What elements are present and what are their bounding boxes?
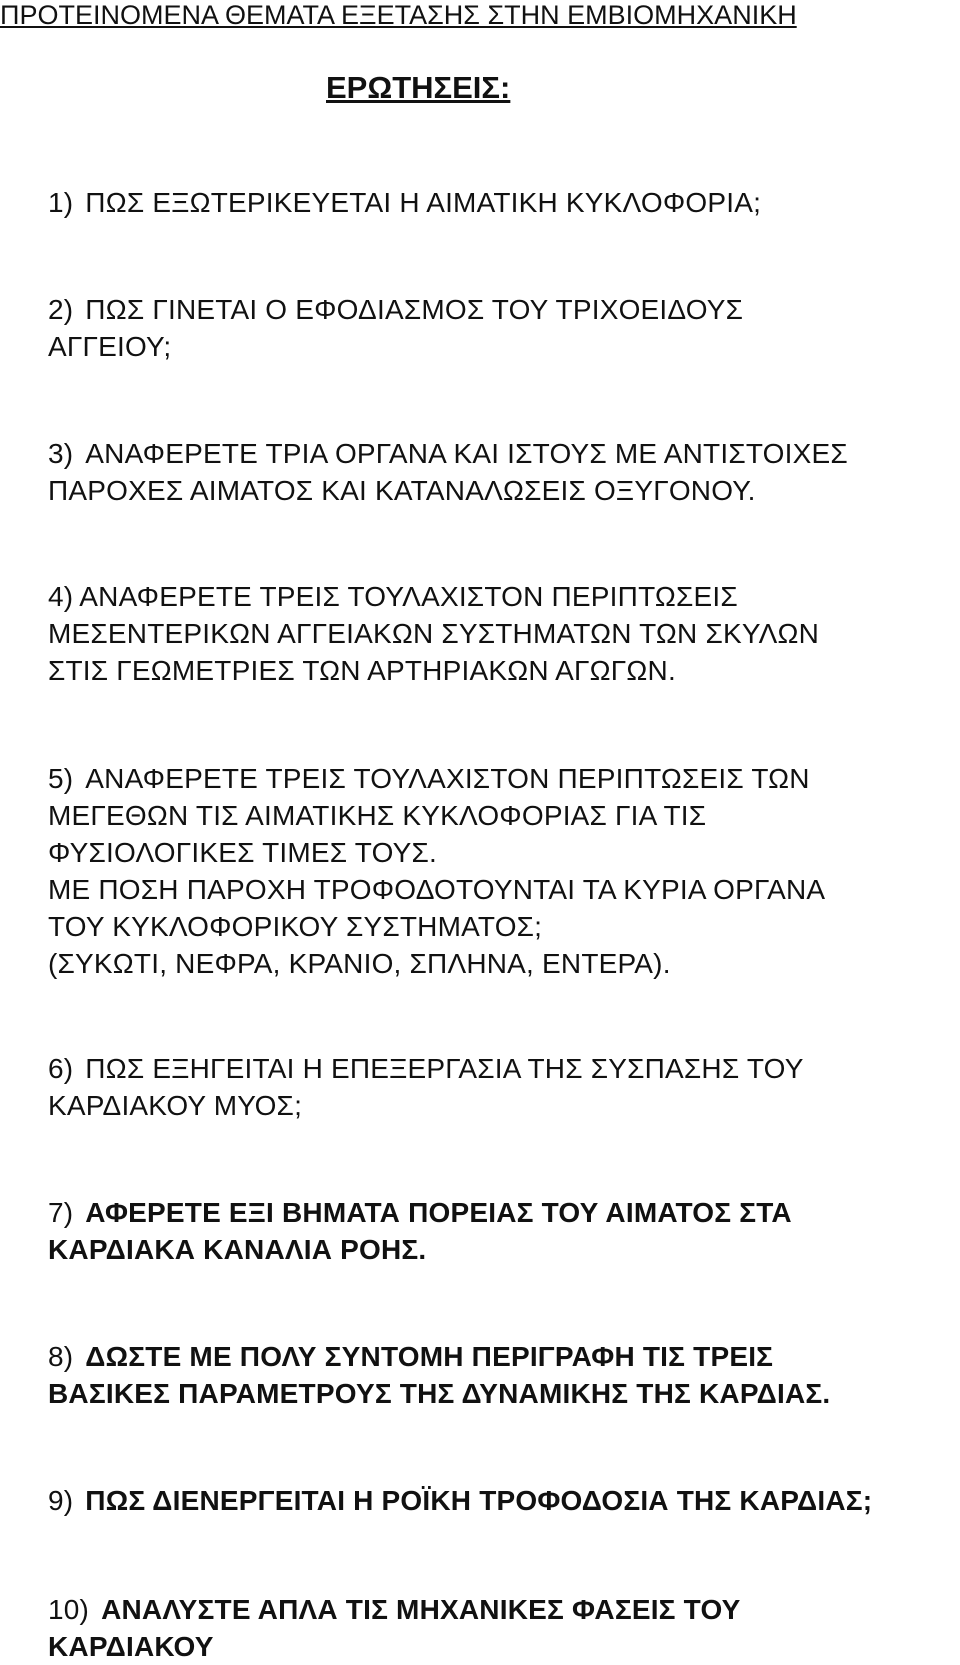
question-line — [48, 760, 948, 797]
question-number: 1) — [48, 187, 74, 218]
question-5 — [48, 760, 948, 982]
question-3 — [48, 435, 948, 509]
question-number: 4) — [48, 581, 74, 612]
question-text: ΑΝΑΦΕΡΕΤΕ ΤΡΕΙΣ ΤΟΥΛΑΧΙΣΤΟΝ ΠΕΡΙΠΤΩΣΕΙΣ ΤΩΝ — [85, 763, 810, 794]
question-line: ΒΑΣΙΚΕΣ ΠΑΡΑΜΕΤΡΟΥΣ ΤΗΣ ΔΥΝΑΜΙΚΗΣ ΤΗΣ ΚΑΡΔΙΑΣ. — [48, 1378, 831, 1409]
question-7 — [48, 1194, 948, 1268]
question-line — [48, 1194, 948, 1231]
question-line: ΣΤΙΣ ΓΕΩΜΕΤΡΙΕΣ ΤΩΝ ΑΡΤΗΡΙΑΚΩΝ ΑΓΩΓΩΝ. — [48, 655, 676, 686]
question-2 — [48, 291, 948, 365]
question-line — [48, 435, 948, 472]
question-line: ΜΕ ΠΟΣΗ ΠΑΡΟΧΗ ΤΡΟΦΟΔΟΤΟΥΝΤΑΙ ΤΑ ΚΥΡΙΑ ΟΡΓΑΝΑ — [48, 874, 826, 905]
question-line — [48, 1050, 948, 1087]
question-text: ΑΝΑΦΕΡΕΤΕ ΤΡΙΑ ΟΡΓΑΝΑ ΚΑΙ ΙΣΤΟΥΣ ΜΕ ΑΝΤΙΣΤΟΙΧΕΣ — [85, 438, 848, 469]
question-line — [48, 184, 948, 221]
question-4 — [48, 578, 948, 689]
question-text: ΠΩΣ ΕΞΩΤΕΡΙΚΕΥΕΤΑΙ Η ΑΙΜΑΤΙΚΗ ΚΥΚΛΟΦΟΡΙΑ; — [85, 187, 762, 218]
question-line: ΤΟΥ ΚΥΚΛΟΦΟΡΙΚΟΥ ΣΥΣΤΗΜΑΤΟΣ; — [48, 911, 543, 942]
question-number: 10) — [48, 1594, 90, 1625]
question-text: ΔΩΣΤΕ ΜΕ ΠΟΛΥ ΣΥΝΤΟΜΗ ΠΕΡΙΓΡΑΦΗ ΤΙΣ ΤΡΕΙΣ — [85, 1341, 774, 1372]
question-line: ΚΑΡΔΙΑΚΑ ΚΑΝΑΛΙΑ ΡΟΗΣ. — [48, 1234, 427, 1265]
question-text: ΠΩΣ ΔΙΕΝΕΡΓΕΙΤΑΙ Η ΡΟΪΚΗ ΤΡΟΦΟΔΟΣΙΑ ΤΗΣ ΚΑΡΔΙΑΣ; — [85, 1485, 873, 1516]
document-title: ΠΡΟΤΕΙΝΟΜΕΝΑ ΘΕΜΑΤΑ ΕΞΕΤΑΣΗΣ ΣΤΗΝ ΕΜΒΙΟΜΗΧΑΝΙΚΗ — [0, 0, 797, 30]
question-number: 3) — [48, 438, 74, 469]
question-text: ΑΦΕΡΕΤΕ ΕΞΙ ΒΗΜΑΤΑ ΠΟΡΕΙΑΣ ΤΟΥ ΑΙΜΑΤΟΣ ΣΤΑ — [85, 1197, 792, 1228]
question-line: ΠΑΡΟΧΕΣ ΑΙΜΑΤΟΣ ΚΑΙ ΚΑΤΑΝΑΛΩΣΕΙΣ ΟΞΥΓΟΝΟΥ. — [48, 475, 756, 506]
question-1 — [48, 184, 948, 221]
question-line: ΜΕΣΕΝΤΕΡΙΚΩΝ ΑΓΓΕΙΑΚΩΝ ΣΥΣΤΗΜΑΤΩΝ ΤΩΝ ΣΚΥΛΩΝ — [48, 618, 820, 649]
question-line: (ΣΥΚΩΤΙ, ΝΕΦΡΑ, ΚΡΑΝΙΟ, ΣΠΛΗΝΑ, ΕΝΤΕΡΑ). — [48, 948, 671, 979]
question-10 — [48, 1591, 948, 1665]
question-number: 6) — [48, 1053, 74, 1084]
question-number: 7) — [48, 1197, 74, 1228]
question-number: 8) — [48, 1341, 74, 1372]
section-heading: ΕΡΩΤΗΣΕΙΣ: — [326, 70, 511, 105]
question-text: ΠΩΣ ΕΞΗΓΕΙΤΑΙ Η ΕΠΕΞΕΡΓΑΣΙΑ ΤΗΣ ΣΥΣΠΑΣΗΣ ΤΟΥ — [85, 1053, 804, 1084]
question-number: 5) — [48, 763, 74, 794]
question-line: ΚΑΡΔΙΑΚΟΥ ΜΥΟΣ; — [48, 1090, 303, 1121]
question-6 — [48, 1050, 948, 1124]
question-line: ΦΥΣΙΟΛΟΓΙΚΕΣ ΤΙΜΕΣ ΤΟΥΣ. — [48, 837, 438, 868]
question-8 — [48, 1338, 948, 1412]
question-text: ΑΝΑΦΕΡΕΤΕ ΤΡΕΙΣ ΤΟΥΛΑΧΙΣΤΟΝ ΠΕΡΙΠΤΩΣΕΙΣ — [79, 581, 738, 612]
question-text: ΠΩΣ ΓΙΝΕΤΑΙ Ο ΕΦΟΔΙΑΣΜΟΣ ΤΟΥ ΤΡΙΧΟΕΙΔΟΥΣ — [85, 294, 744, 325]
question-line — [48, 1338, 948, 1375]
question-number: 2) — [48, 294, 74, 325]
question-line — [48, 578, 948, 615]
question-line: ΚΑΡΔΙΑΚΟΥ — [48, 1631, 214, 1662]
question-9 — [48, 1482, 948, 1519]
question-line — [48, 1482, 948, 1519]
question-line — [48, 1591, 948, 1628]
question-line: ΑΓΓΕΙΟΥ; — [48, 331, 172, 362]
question-number: 9) — [48, 1485, 74, 1516]
question-line: ΜΕΓΕΘΩΝ ΤΙΣ ΑΙΜΑΤΙΚΗΣ ΚΥΚΛΟΦΟΡΙΑΣ ΓΙΑ ΤΙΣ — [48, 800, 707, 831]
question-line — [48, 291, 948, 328]
question-text: ΑΝΑΛΥΣΤΕ ΑΠΛΑ ΤΙΣ ΜΗΧΑΝΙΚΕΣ ΦΑΣΕΙΣ ΤΟΥ — [101, 1594, 741, 1625]
